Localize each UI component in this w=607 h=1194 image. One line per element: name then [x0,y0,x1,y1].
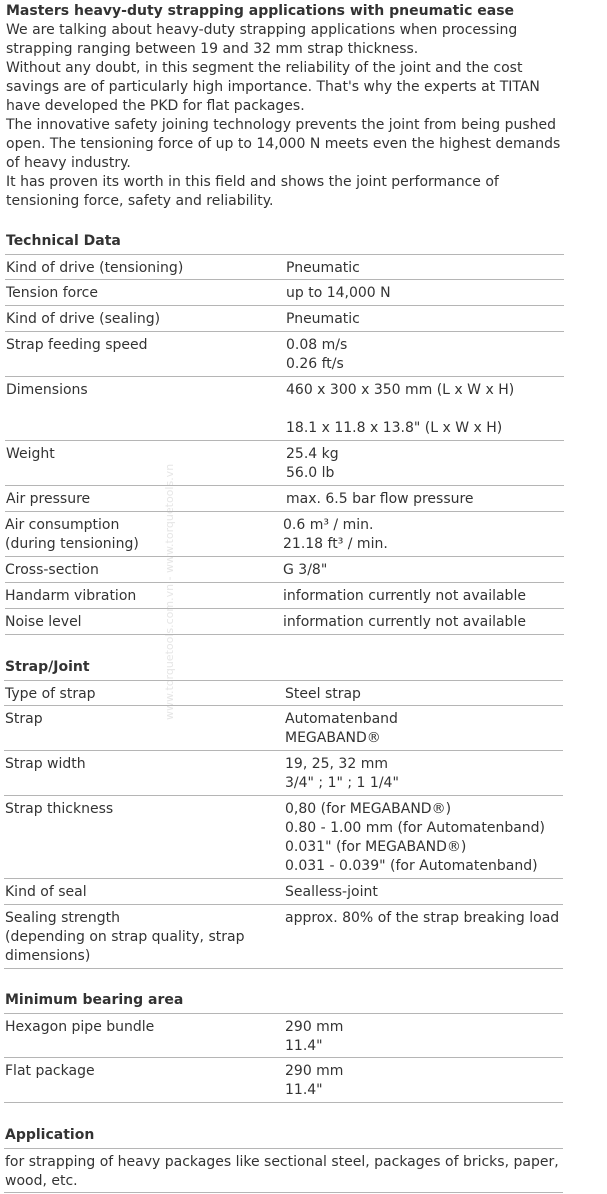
row-key: Air pressure [6,491,91,507]
row-value: 290 mm 11.4" [285,1063,344,1098]
row-value: Pneumatic [286,260,360,276]
strap-joint-section [4,658,563,969]
application-text: for strapping of heavy packages like sectional steel, packages of bricks, paper, wood, etc. [5,1154,559,1189]
intro-line: have developed the PKD for flat packages. [6,98,305,114]
row-value: 290 mm 11.4" [285,1019,344,1054]
row-key: Strap width [5,756,86,772]
table-row [4,680,563,706]
row-value: 25.4 kg 56.0 lb [286,446,339,481]
table-row [5,583,564,609]
row-value: 0.08 m/s 0.26 ft/s [286,337,348,372]
intro-line: We are talking about heavy-duty strapping applications when processing [6,22,518,38]
intro-line: The innovative safety joining technology prevents the joint from being pushed [6,117,557,133]
row-key: Sealing strength (depending on strap quality, strap dimensions) [5,910,245,964]
row-key: Strap feeding speed [6,337,148,353]
row-key: Kind of drive (tensioning) [6,260,184,276]
row-key: Weight [6,446,55,462]
table-row [5,332,564,377]
row-key: Strap thickness [5,801,114,817]
table-row [4,796,563,879]
table-row [4,879,563,905]
table-row [5,280,564,306]
table-row [5,441,564,486]
table-row [5,254,564,280]
table-row [4,905,563,969]
row-key: Flat package [5,1063,95,1079]
table-row [4,1013,563,1058]
row-key: Dimensions [6,382,88,398]
watermark: www.torquetools.com.vn - www.torquetools.vn [163,463,176,720]
table-row [5,609,564,635]
application-heading: Application [5,1127,95,1143]
row-key: Tension force [6,285,98,301]
row-value: information currently not available [283,614,526,630]
row-value: 460 x 300 x 350 mm (L x W x H) 18.1 x 11.8 x 13.8" (L x W x H) [286,382,515,436]
row-key: Cross-section [5,562,99,578]
row-value: 19, 25, 32 mm 3/4" ; 1" ; 1 1/4" [285,756,399,791]
application-row [4,1148,563,1193]
table-row [5,512,564,557]
intro-line: tensioning force, safety and reliability. [6,193,274,209]
intro-line: savings are of particularly high importance. That's why the experts at TITAN [6,79,540,95]
table-row [4,751,563,796]
table-row [4,1058,563,1103]
row-key: Noise level [5,614,82,630]
strap-joint-heading: Strap/Joint [5,659,90,675]
row-key: Strap [5,711,43,727]
row-value: approx. 80% of the strap breaking load [285,910,560,926]
row-value: Pneumatic [286,311,360,327]
intro-title: Masters heavy-duty strapping applications with pneumatic ease [6,3,515,19]
table-row [5,377,564,441]
intro-block [6,2,596,211]
intro-line: Without any doubt, in this segment the reliability of the joint and the cost [6,60,523,76]
row-value: 0.6 m³ / min. 21.18 ft³ / min. [283,517,388,552]
row-value: up to 14,000 N [286,285,391,301]
row-key: Kind of seal [5,884,87,900]
intro-line: It has proven its worth in this field and shows the joint performance of [6,174,499,190]
row-value: max. 6.5 bar flow pressure [286,491,474,507]
row-value: information currently not available [283,588,526,604]
row-key: Hexagon pipe bundle [5,1019,155,1035]
application-section [4,1126,563,1193]
row-key: Air consumption (during tensioning) [5,517,139,552]
technical-data-heading: Technical Data [6,233,121,249]
row-key: Handarm vibration [5,588,137,604]
technical-data-section [5,232,564,635]
bearing-area-heading: Minimum bearing area [5,992,184,1008]
table-row [5,486,564,512]
intro-line: strapping ranging between 19 and 32 mm strap thickness. [6,41,419,57]
row-key: Type of strap [5,686,96,702]
row-value: Automatenband MEGABAND® [285,711,398,746]
table-row [4,706,563,751]
bearing-area-section [4,991,563,1103]
table-row [5,557,564,583]
row-value: Steel strap [285,686,361,702]
row-value: 0,80 (for MEGABAND®) 0.80 - 1.00 mm (for Automatenband) 0.031" (for MEGABAND®) 0.031 - 0.039" (for Automatenband) [285,801,546,874]
table-row [5,306,564,332]
row-value: G 3/8" [283,562,328,578]
row-value: Sealless-joint [285,884,378,900]
intro-line: of heavy industry. [6,155,131,171]
row-key: Kind of drive (sealing) [6,311,161,327]
intro-line: open. The tensioning force of up to 14,000 N meets even the highest demands [6,136,561,152]
